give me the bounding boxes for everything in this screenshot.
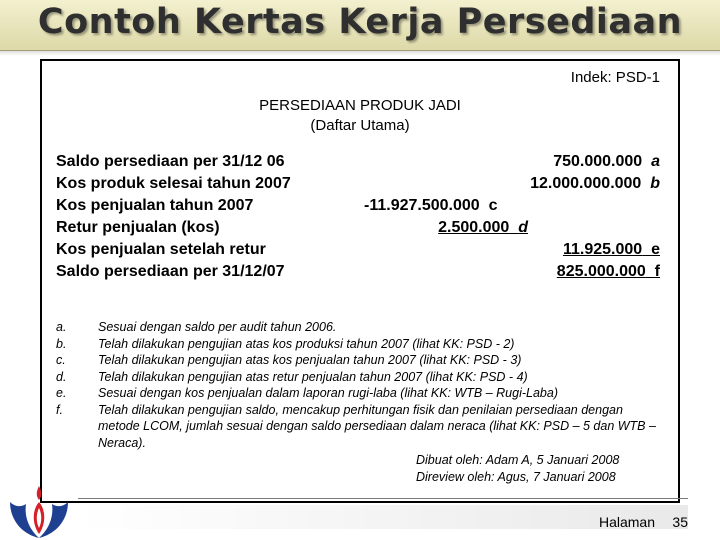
slide-title: Contoh Kertas Kerja Persediaan — [37, 2, 683, 42]
row-mark: f — [654, 263, 660, 280]
note-letter: a. — [56, 320, 67, 334]
note-text: Sesuai dengan saldo per audit tahun 2006. — [98, 320, 337, 334]
row-value — [438, 219, 528, 237]
row-mark: b — [650, 175, 660, 192]
table-row — [56, 263, 660, 285]
page-label: Halaman — [598, 514, 655, 530]
reviewed-by: Direview oleh: Agus, 7 Januari 2008 — [416, 470, 616, 484]
university-logo — [6, 484, 72, 540]
row-value — [530, 175, 660, 193]
row-label: Kos penjualan tahun 2007 — [56, 197, 254, 214]
row-mark: c — [488, 197, 498, 214]
footer-band — [78, 505, 688, 529]
list-item — [56, 319, 656, 336]
document-subtitle: (Daftar Utama) — [310, 117, 410, 134]
table-row — [56, 175, 660, 197]
note-letter: d. — [56, 369, 67, 384]
notes-list — [56, 319, 656, 451]
row-value — [563, 241, 660, 259]
row-label: Kos produk selesai tahun 2007 — [56, 175, 291, 192]
note-letter: f. — [56, 402, 63, 417]
document-title: PERSEDIAAN PRODUK JADI — [259, 97, 461, 114]
table-row — [56, 241, 660, 263]
row-amount: 750.000.000 — [553, 153, 643, 170]
note-letter: b. — [56, 336, 67, 351]
row-value — [553, 153, 660, 171]
row-amount: 11.925.000 — [563, 241, 643, 258]
title-bar — [0, 0, 720, 51]
row-mark: e — [651, 241, 660, 258]
row-mark: d — [518, 219, 528, 236]
table-row — [56, 219, 660, 241]
list-item — [56, 369, 656, 386]
row-amount: -11.927.500.000 — [364, 197, 480, 214]
list-item — [56, 385, 656, 402]
row-label: Saldo persediaan per 31/12/07 — [56, 263, 285, 280]
logo-flame-icon — [37, 486, 42, 500]
prepared-by: Dibuat oleh: Adam A, 5 Januari 2008 — [416, 453, 620, 467]
row-label: Retur penjualan (kos) — [56, 219, 220, 236]
row-label: Saldo persediaan per 31/12 06 — [56, 153, 285, 170]
working-paper — [40, 59, 680, 503]
list-item — [56, 352, 656, 369]
list-item — [56, 336, 656, 353]
row-amount: 2.500.000 — [438, 219, 510, 236]
row-value — [557, 263, 660, 281]
note-letter: c. — [56, 353, 66, 367]
note-text: Telah dilakukan pengujian saldo, mencakup perhitungan fisik dan penilaian persediaan dengan metode LCOM, jumlah sesuai dengan saldo persediaan dalam neraca (lihat KK: PSD – 5 dan WTB – Neraca). — [98, 402, 656, 450]
footer-divider — [78, 498, 688, 499]
row-mark: a — [651, 153, 660, 170]
note-text: Sesuai dengan kos penjualan dalam laporan rugi-laba (lihat KK: WTB – Rugi-Laba) — [98, 386, 558, 400]
row-amount: 825.000.000 — [556, 263, 646, 280]
note-text: Telah dilakukan pengujian atas kos produksi tahun 2007 (lihat KK: PSD - 2) — [98, 336, 515, 351]
index-label: Indek: PSD-1 — [570, 69, 660, 86]
row-value — [364, 197, 497, 215]
title-shadow — [0, 50, 720, 56]
note-text: Telah dilakukan pengujian atas kos penjualan tahun 2007 (lihat KK: PSD - 3) — [98, 353, 522, 367]
page-number: 35 — [672, 514, 688, 530]
row-amount: 12.000.000.000 — [530, 175, 642, 192]
note-text: Telah dilakukan pengujian atas retur penjualan tahun 2007 (lihat KK: PSD - 4) — [98, 369, 528, 384]
table-row — [56, 153, 660, 175]
table-row — [56, 197, 660, 219]
note-letter: e. — [56, 386, 67, 400]
list-item — [56, 402, 656, 452]
row-label: Kos penjualan setelah retur — [56, 241, 266, 258]
